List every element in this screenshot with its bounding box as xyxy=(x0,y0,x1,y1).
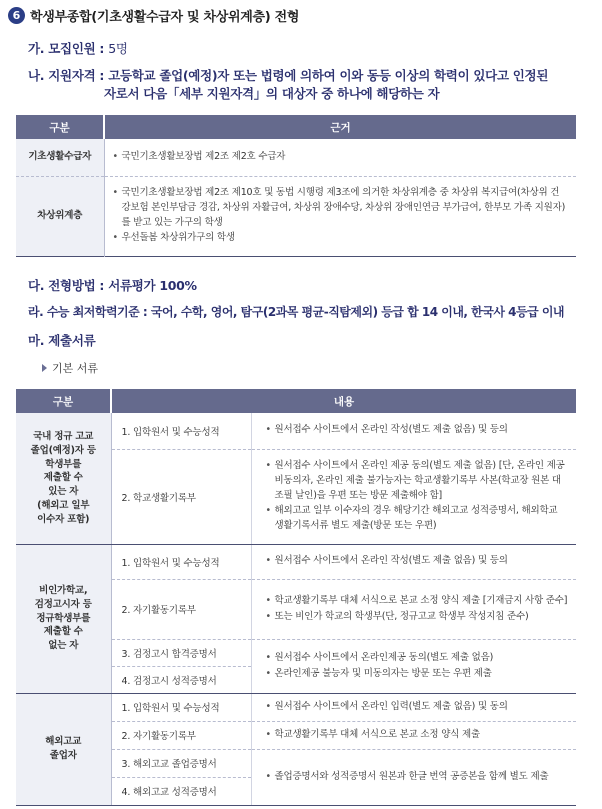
doc-content: • 학교생활기록부 대체 서식으로 본교 소정 양식 제출 xyxy=(266,728,569,743)
doc-item: 2. 학교생활기록부 xyxy=(111,449,251,544)
da-label: 다. 전형방법 : xyxy=(28,278,109,293)
docs-header-contents: 내용 xyxy=(111,389,576,413)
doc-content: • 졸업증명서와 성적증명서 원본과 한글 번역 공증본을 함께 별도 제출 xyxy=(266,770,569,785)
category-line: (해외고 일부 xyxy=(37,499,90,511)
doc-item: 4. 검정고시 성적증명서 xyxy=(111,666,251,693)
doc-content: • 또는 비인가 학교의 학생부(단, 정규고교 학생부 작성지침 준수) xyxy=(266,610,569,625)
doc-item: 1. 입학원서 및 수능성적 xyxy=(111,693,251,721)
category-line: 졸업(예정)자 등 xyxy=(30,444,96,456)
section-title xyxy=(8,4,299,26)
docs-category xyxy=(16,544,111,693)
docs-category xyxy=(16,413,111,544)
da-value: 서류평가 100% xyxy=(108,278,197,293)
doc-item: 3. 해외고교 졸업증명서 xyxy=(111,749,251,777)
category-line: 있는 자 xyxy=(48,486,79,498)
doc-item: 1. 입학원서 및 수능성적 xyxy=(111,544,251,579)
doc-content: • 온라인제공 불능자 및 미동의자는 방문 또는 우편 제출 xyxy=(266,667,569,682)
doc-content: • 학교생활기록부 대체 서식으로 본교 소정 양식 제출 [기재금지 사항 준수] xyxy=(266,594,569,609)
eligibility-header-category: 구분 xyxy=(16,115,104,139)
section-title-text: 학생부종합(기초생활수급자 및 차상위계층) 전형 xyxy=(30,9,300,25)
table-row xyxy=(16,693,576,721)
line-ra xyxy=(28,303,564,320)
category-line: 해외고교 xyxy=(45,736,82,748)
line-na-2 xyxy=(104,84,439,102)
eligibility-table xyxy=(16,115,576,257)
basic-docs-label xyxy=(42,360,98,376)
eligibility-category: 기초생활수급자 xyxy=(16,139,104,176)
category-line: 없는 자 xyxy=(48,640,79,652)
ma-label: 마. 제출서류 xyxy=(28,333,96,348)
docs-header-category: 구분 xyxy=(16,389,111,413)
doc-item: 2. 자기활동기록부 xyxy=(111,721,251,749)
eligibility-item: • 우선돌봄 차상위가구의 학생 xyxy=(113,231,569,246)
doc-content: • 원서접수 사이트에서 온라인 제공 동의(별도 제출 없음) [단, 온라인 제공 비동의자, 온라인 제출 불가능자는 학교생활기록부 사본(학교장 원본 대조필 날인)을 우편 또는 방문 제출해야 함] xyxy=(266,459,569,503)
line-da xyxy=(28,276,197,294)
doc-content: • 원서접수 사이트에서 온라인 작성(별도 제출 없음) 및 등의 xyxy=(266,554,569,569)
na-line1: 고등학교 졸업(예정)자 또는 법령에 의하여 이와 동등 이상의 학력이 있다고 인정된 xyxy=(108,68,549,83)
na-line2: 자로서 다음「세부 지원자격」의 대상자 중 하나에 해당하는 자 xyxy=(104,86,440,101)
ga-label: 가. 모집인원 : xyxy=(28,41,109,56)
category-line: 졸업자 xyxy=(49,750,77,761)
category-line: 제출할 수 xyxy=(43,626,83,638)
line-na xyxy=(28,66,548,84)
ra-value: 국어, 수학, 영어, 탐구(2과목 평균-직탐제외) 등급 합 14 이내, 한국사 4등급 이내 xyxy=(150,305,565,319)
line-ma xyxy=(28,331,95,349)
category-line: 국내 정규 고교 xyxy=(33,431,94,443)
section-number-badge: 6 xyxy=(8,7,25,24)
basic-docs-text: 기본 서류 xyxy=(52,362,99,375)
doc-content: • 해외고교 일부 이수자의 경우 해당기간 해외고교 성적증명서, 해외학교 생활기록서류 별도 제출(방문 또는 우편) xyxy=(266,504,569,533)
ra-label: 라. 수능 최저학력기준 : xyxy=(28,305,151,319)
category-line: 학생부를 xyxy=(45,458,82,470)
doc-item: 4. 해외고교 성적증명서 xyxy=(111,777,251,805)
documents-table xyxy=(16,389,576,806)
doc-item: 3. 검정고시 합격증명서 xyxy=(111,639,251,666)
category-line: 비인가학교, xyxy=(39,585,88,597)
doc-item: 1. 입학원서 및 수능성적 xyxy=(111,413,251,449)
table-row xyxy=(16,544,576,579)
docs-category xyxy=(16,693,111,805)
eligibility-row xyxy=(16,139,576,176)
triangle-bullet-icon xyxy=(42,364,47,372)
category-line: 제출할 수 xyxy=(43,472,83,484)
doc-content: • 원서접수 사이트에서 온라인 입력(별도 제출 없음) 및 동의 xyxy=(266,700,569,715)
doc-item: 2. 자기활동기록부 xyxy=(111,579,251,639)
eligibility-item: • 국민기초생활보장법 제2조 제10호 및 동법 시행령 제3조에 의거한 차상위계층 중 차상위 복지급여(차상위 건강보험 본인부담금 경감, 차상위 자활급여, 차상위 장애수당, 차상위 장애인연금 부가급여, 한부모 가족 지원자)를 받고 있는 가구의 학생 xyxy=(113,186,569,230)
na-label: 나. 지원자격 : xyxy=(28,68,109,83)
ga-value: 5명 xyxy=(108,41,128,56)
eligibility-header-basis: 근거 xyxy=(104,115,576,139)
doc-content: • 원서접수 사이트에서 온라인 작성(별도 제출 없음) 및 등의 xyxy=(266,423,569,438)
eligibility-item: • 국민기초생활보장법 제2조 제2호 수급자 xyxy=(113,150,569,165)
category-line: 검정고시자 등 xyxy=(34,598,92,610)
eligibility-row xyxy=(16,176,576,256)
line-ga xyxy=(28,39,128,57)
doc-content: • 원서접수 사이트에서 온라인제공 동의(별도 제출 없음) xyxy=(266,651,569,666)
eligibility-category: 차상위계층 xyxy=(16,176,104,256)
table-row xyxy=(16,413,576,449)
category-line: 이수자 포함) xyxy=(37,513,90,525)
category-line: 정규학생부를 xyxy=(36,612,91,624)
